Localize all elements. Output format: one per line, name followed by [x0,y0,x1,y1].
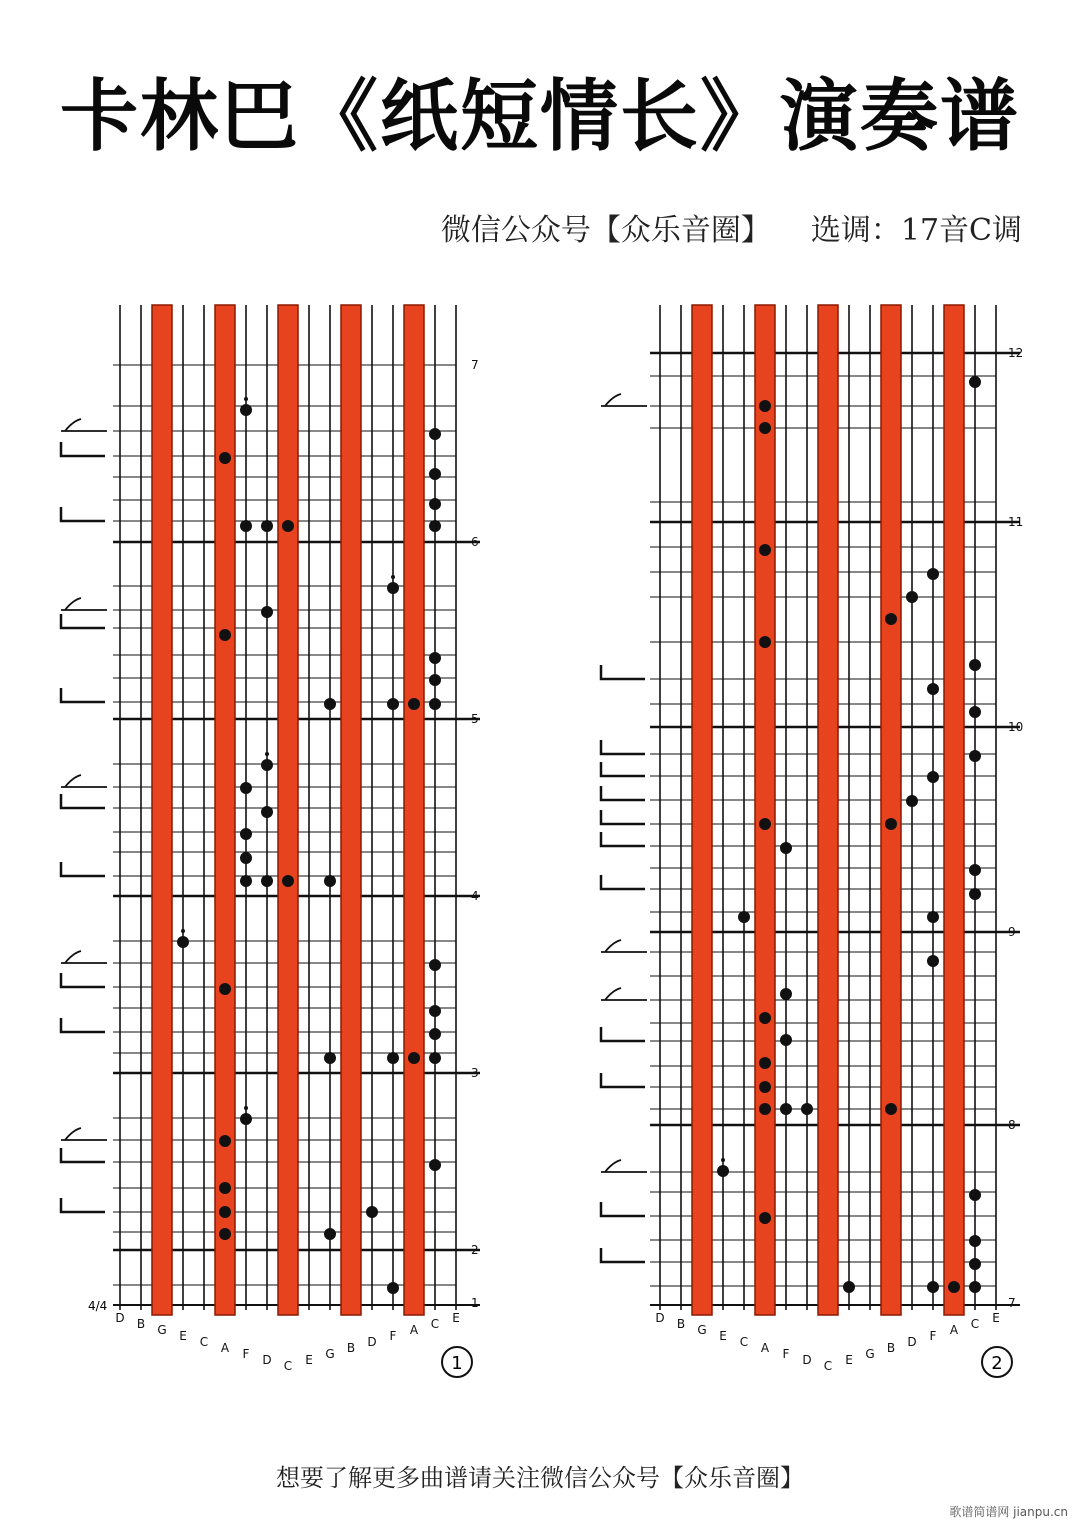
tine-key-label: E [452,1311,460,1325]
note-dot [885,613,897,625]
rhythm-mark [61,419,107,431]
note-dot [927,683,939,695]
tine-key-label: C [430,1317,440,1331]
rhythm-mark [601,394,647,406]
red-tine [692,305,712,1315]
tine-key-label: E [992,1311,1000,1325]
red-tine [404,305,424,1315]
rhythm-mark [601,875,645,889]
tine-key-label: F [929,1329,937,1343]
rhythm-mark [601,1248,645,1262]
tine-key-label: F [242,1347,250,1361]
note-dot [177,929,189,948]
note-dot [906,591,918,603]
red-tine [278,305,298,1315]
rhythm-mark [601,786,645,800]
tine-key-label: A [220,1341,230,1355]
note-dot [261,806,273,818]
note-dot [801,1103,813,1115]
note-dot [219,1182,231,1194]
rhythm-mark [601,1160,647,1172]
red-tine [755,305,775,1315]
note-dot [387,698,399,710]
rhythm-mark [601,988,647,1000]
note-dot [759,818,771,830]
tine-key-label: E [179,1329,187,1343]
tine-key-label: A [949,1323,959,1337]
tine-key-label: G [157,1323,167,1337]
note-dot [219,1135,231,1147]
note-dot [927,955,939,967]
note-dot [780,842,792,854]
rhythm-mark [61,794,105,808]
sheet-number-badge [982,1347,1012,1377]
note-dot [429,652,441,664]
red-tine [944,305,964,1315]
note-dot [969,706,981,718]
red-tine [341,305,361,1315]
kalimba-tab-sheet-2 [590,300,1030,1385]
note-dot [261,752,273,771]
tine-key-label: B [136,1317,146,1331]
tine-key-label: C [739,1335,749,1349]
tine-key-label: B [346,1341,356,1355]
note-dot [759,1081,771,1093]
note-dot [324,698,336,710]
rhythm-mark [61,1198,105,1212]
note-dot [219,452,231,464]
note-dot [240,782,252,794]
note-dot [429,498,441,510]
note-dot [759,1057,771,1069]
watermark: 歌谱简谱网 jianpu.cn [949,1505,1068,1519]
note-dot [927,911,939,923]
note-dot [759,1012,771,1024]
key-selection: 选调：17音C调 [810,213,1022,248]
note-dot [969,1235,981,1247]
note-dot [219,983,231,995]
page-title: 卡林巴《纸短情长》演奏谱 [59,72,1020,162]
note-dot [408,1052,420,1064]
note-dot [261,520,273,532]
rhythm-mark [61,598,107,610]
note-dot [780,988,792,1000]
note-dot [969,1281,981,1293]
note-dot [759,1212,771,1224]
note-dot [906,795,918,807]
tine-key-label: D [655,1311,665,1325]
rhythm-mark [61,1128,107,1140]
tine-key-label: D [367,1335,377,1349]
note-dot [366,1206,378,1218]
note-dot [759,1103,771,1115]
note-dot [324,1228,336,1240]
measure-number: 5 [471,712,479,726]
note-dot [282,875,294,887]
wechat-account: 微信公众号【众乐音圈】 [440,213,771,248]
red-tine [818,305,838,1315]
rhythm-mark [601,1202,645,1216]
rhythm-mark [601,740,645,754]
rhythm-mark [61,1148,105,1162]
note-dot [885,818,897,830]
note-dot [969,376,981,388]
measure-number: 6 [471,535,479,549]
time-signature: 4/4 [88,1299,108,1313]
measure-number: 8 [1008,1118,1016,1132]
rhythm-mark [61,507,105,521]
measure-number: 7 [471,358,479,372]
note-dot [429,1005,441,1017]
rhythm-mark [61,862,105,876]
rhythm-mark [601,832,645,846]
tine-key-label: D [115,1311,125,1325]
note-dot [387,575,399,594]
note-dot [429,468,441,480]
tine-key-label: D [907,1335,917,1349]
tine-key-label: D [802,1353,812,1367]
note-dot [969,659,981,671]
note-dot [843,1281,855,1293]
rhythm-mark [601,810,645,824]
note-dot [885,1103,897,1115]
rhythm-mark [61,973,105,987]
note-dot [759,400,771,412]
rhythm-mark [61,951,107,963]
note-dot [429,1159,441,1171]
note-dot [408,698,420,710]
note-dot [948,1281,960,1293]
measure-number: 10 [1008,720,1024,734]
rhythm-mark [61,442,105,456]
tine-key-label: G [865,1347,875,1361]
note-dot [240,875,252,887]
tine-key-label: E [305,1353,313,1367]
note-dot [927,1281,939,1293]
subtitle [441,205,1022,249]
note-dot [219,1206,231,1218]
note-dot [429,520,441,532]
tine-key-label: C [283,1359,293,1373]
measure-number: 2 [471,1243,479,1257]
kalimba-tab-sheet-1 [50,300,490,1385]
note-dot [927,568,939,580]
note-dot [717,1158,729,1177]
note-dot [429,1028,441,1040]
tine-key-label: F [782,1347,790,1361]
measure-number: 3 [471,1066,479,1080]
note-dot [927,771,939,783]
note-dot [240,852,252,864]
rhythm-mark [601,1073,645,1087]
note-dot [219,1228,231,1240]
tine-key-label: C [970,1317,980,1331]
note-dot [969,864,981,876]
note-dot [240,520,252,532]
note-dot [969,1258,981,1270]
measure-number: 12 [1008,346,1024,360]
note-dot [387,1052,399,1064]
note-dot [282,520,294,532]
measure-number: 1 [471,1296,479,1310]
note-dot [969,888,981,900]
note-dot [969,1189,981,1201]
note-dot [429,428,441,440]
note-dot [429,1052,441,1064]
note-dot [759,544,771,556]
measure-number: 4 [471,889,479,903]
tine-key-label: E [719,1329,727,1343]
tine-key-label: F [389,1329,397,1343]
note-dot [429,959,441,971]
rhythm-mark [601,762,645,776]
red-tine [152,305,172,1315]
note-dot [240,1106,252,1125]
note-dot [219,629,231,641]
note-dot [759,636,771,648]
note-dot [759,422,771,434]
note-dot [738,911,750,923]
tine-key-label: B [886,1341,896,1355]
note-dot [429,698,441,710]
note-dot [387,1282,399,1294]
tine-key-label: A [760,1341,770,1355]
tine-key-label: D [262,1353,272,1367]
note-dot [261,606,273,618]
note-dot [969,750,981,762]
rhythm-mark [601,940,647,952]
note-dot [240,397,252,416]
rhythm-mark [61,1018,105,1032]
note-dot [780,1034,792,1046]
rhythm-mark [601,665,645,679]
rhythm-mark [61,775,107,787]
sheet-number-badge [442,1347,472,1377]
note-dot [240,828,252,840]
note-dot [429,674,441,686]
tine-key-label: G [697,1323,707,1337]
note-dot [780,1103,792,1115]
svg-text:1: 1 [451,1353,463,1374]
tine-key-label: B [676,1317,686,1331]
tine-key-label: C [823,1359,833,1373]
note-dot [324,1052,336,1064]
tine-key-label: G [325,1347,335,1361]
note-dot [261,875,273,887]
measure-number: 11 [1008,515,1024,529]
red-tine [881,305,901,1315]
measure-number: 7 [1008,1296,1016,1310]
note-dot [324,875,336,887]
rhythm-mark [601,1027,645,1041]
rhythm-mark [61,688,105,702]
rhythm-mark [61,614,105,628]
measure-number: 9 [1008,925,1016,939]
svg-text:2: 2 [991,1353,1003,1374]
tine-key-label: A [409,1323,419,1337]
tine-key-label: C [199,1335,209,1349]
tine-key-label: E [845,1353,853,1367]
footer-note: 想要了解更多曲谱请关注微信公众号【众乐音圈】 [276,1464,804,1492]
